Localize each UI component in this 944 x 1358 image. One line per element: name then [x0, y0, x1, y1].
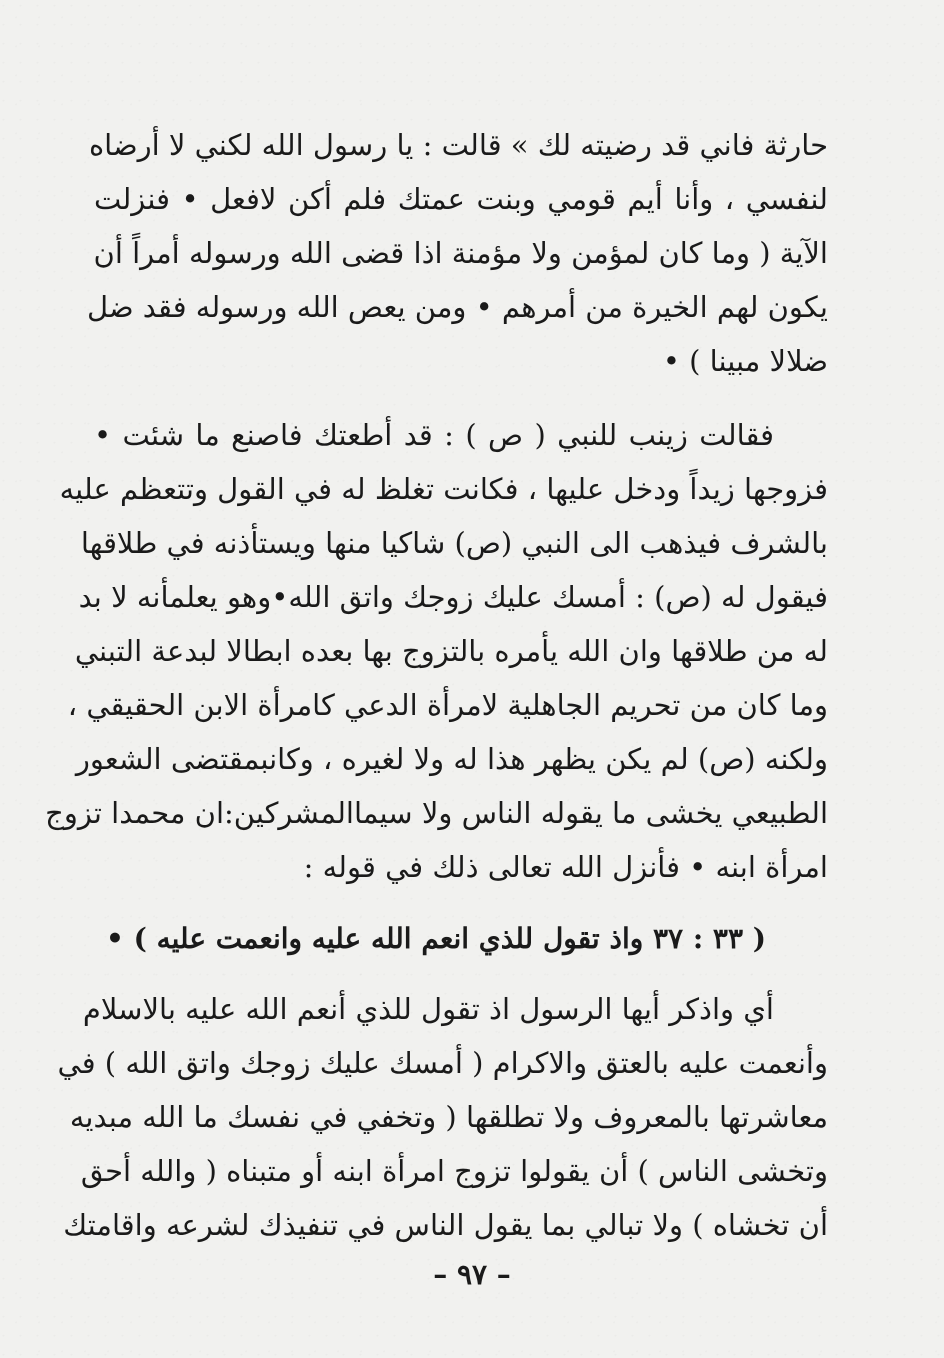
- paragraph-spacer: [94, 894, 828, 912]
- paragraph-line: وتخشى الناس ) أن يقولوا تزوج امرأة ابنه أو متبناه ( والله أحق: [80, 1154, 828, 1188]
- paragraph-line: فيقول له (ص) : أمسك عليك زوجك واتق الله•وهو يعلمأنه لا بد: [78, 580, 828, 614]
- paragraph-line: وما كان من تحريم الجاهلية لامرأة الدعي كامرأة الابن الحقيقي ،: [67, 688, 828, 722]
- paragraph-line: معاشرتها بالمعروف ولا تطلقها ( وتخفي في نفسك ما الله مبديه: [69, 1100, 828, 1134]
- page-number: – ٩٧ –: [433, 1258, 511, 1291]
- paragraph-line: أن تخشاه ) ولا تبالي بما يقول الناس في تنفيذك لشرعه واقامتك: [63, 1208, 828, 1242]
- paragraph-line: فزوجها زيداً ودخل عليها ، فكانت تغلظ له في القول وتتعظم عليه: [59, 472, 828, 506]
- paragraph-spacer: [94, 966, 828, 982]
- paragraph-line: بالشرف فيذهب الى النبي (ص) شاكيا منها ويستأذنه في طلاقها: [80, 526, 828, 560]
- paragraph-line: حارثة فاني قد رضيته لك » قالت : يا رسول الله لكني لا أرضاه: [88, 128, 828, 162]
- paragraph-1: [87, 118, 828, 388]
- paragraph-line: ضلالا مبينا ) •: [662, 344, 828, 378]
- paragraph-line: فقالت زينب للنبي ( ص ) : قد أطعتك فاصنع ما شئت •: [94, 418, 774, 452]
- paragraph-line: الآية ( وما كان لمؤمن ولا مؤمنة اذا قضى الله ورسوله أمراً أن: [93, 236, 828, 270]
- paragraph-line: أي واذكر أيها الرسول اذ تقول للذي أنعم الله عليه بالاسلام: [82, 992, 774, 1026]
- paragraph-2: [45, 408, 828, 894]
- paragraph-line: لنفسي ، وأنا أيم قومي وبنت عمتك فلم أكن لافعل • فنزلت: [94, 182, 828, 216]
- paragraph-line: يكون لهم الخيرة من أمرهم • ومن يعص الله ورسوله فقد ضل: [87, 290, 828, 324]
- paragraph-line: الطبيعي يخشى ما يقوله الناس ولا سيماالمشركين:ان محمدا تزوج: [45, 796, 828, 830]
- paragraph-spacer: [94, 388, 828, 408]
- paragraph-line: وأنعمت عليه بالعتق والاكرام ( أمسك عليك زوجك واتق الله ) في: [57, 1046, 828, 1080]
- paragraph-line: امرأة ابنه • فأنزل الله تعالى ذلك في قوله :: [303, 850, 828, 884]
- quranic-verse: ( ٣٣ : ٣٧ واذ تقول للذي انعم الله عليه وانعمت عليه ) •: [105, 922, 766, 955]
- paragraph-line: له من طلاقها وان الله يأمره بالتزوج بها بعده ابطالا لبدعة التبني: [74, 634, 828, 668]
- paragraph-3: [57, 982, 828, 1252]
- paragraph-line: ولكنه (ص) لم يكن يظهر هذا له ولا لغيره ، وكانبمقتضى الشعور: [75, 742, 828, 776]
